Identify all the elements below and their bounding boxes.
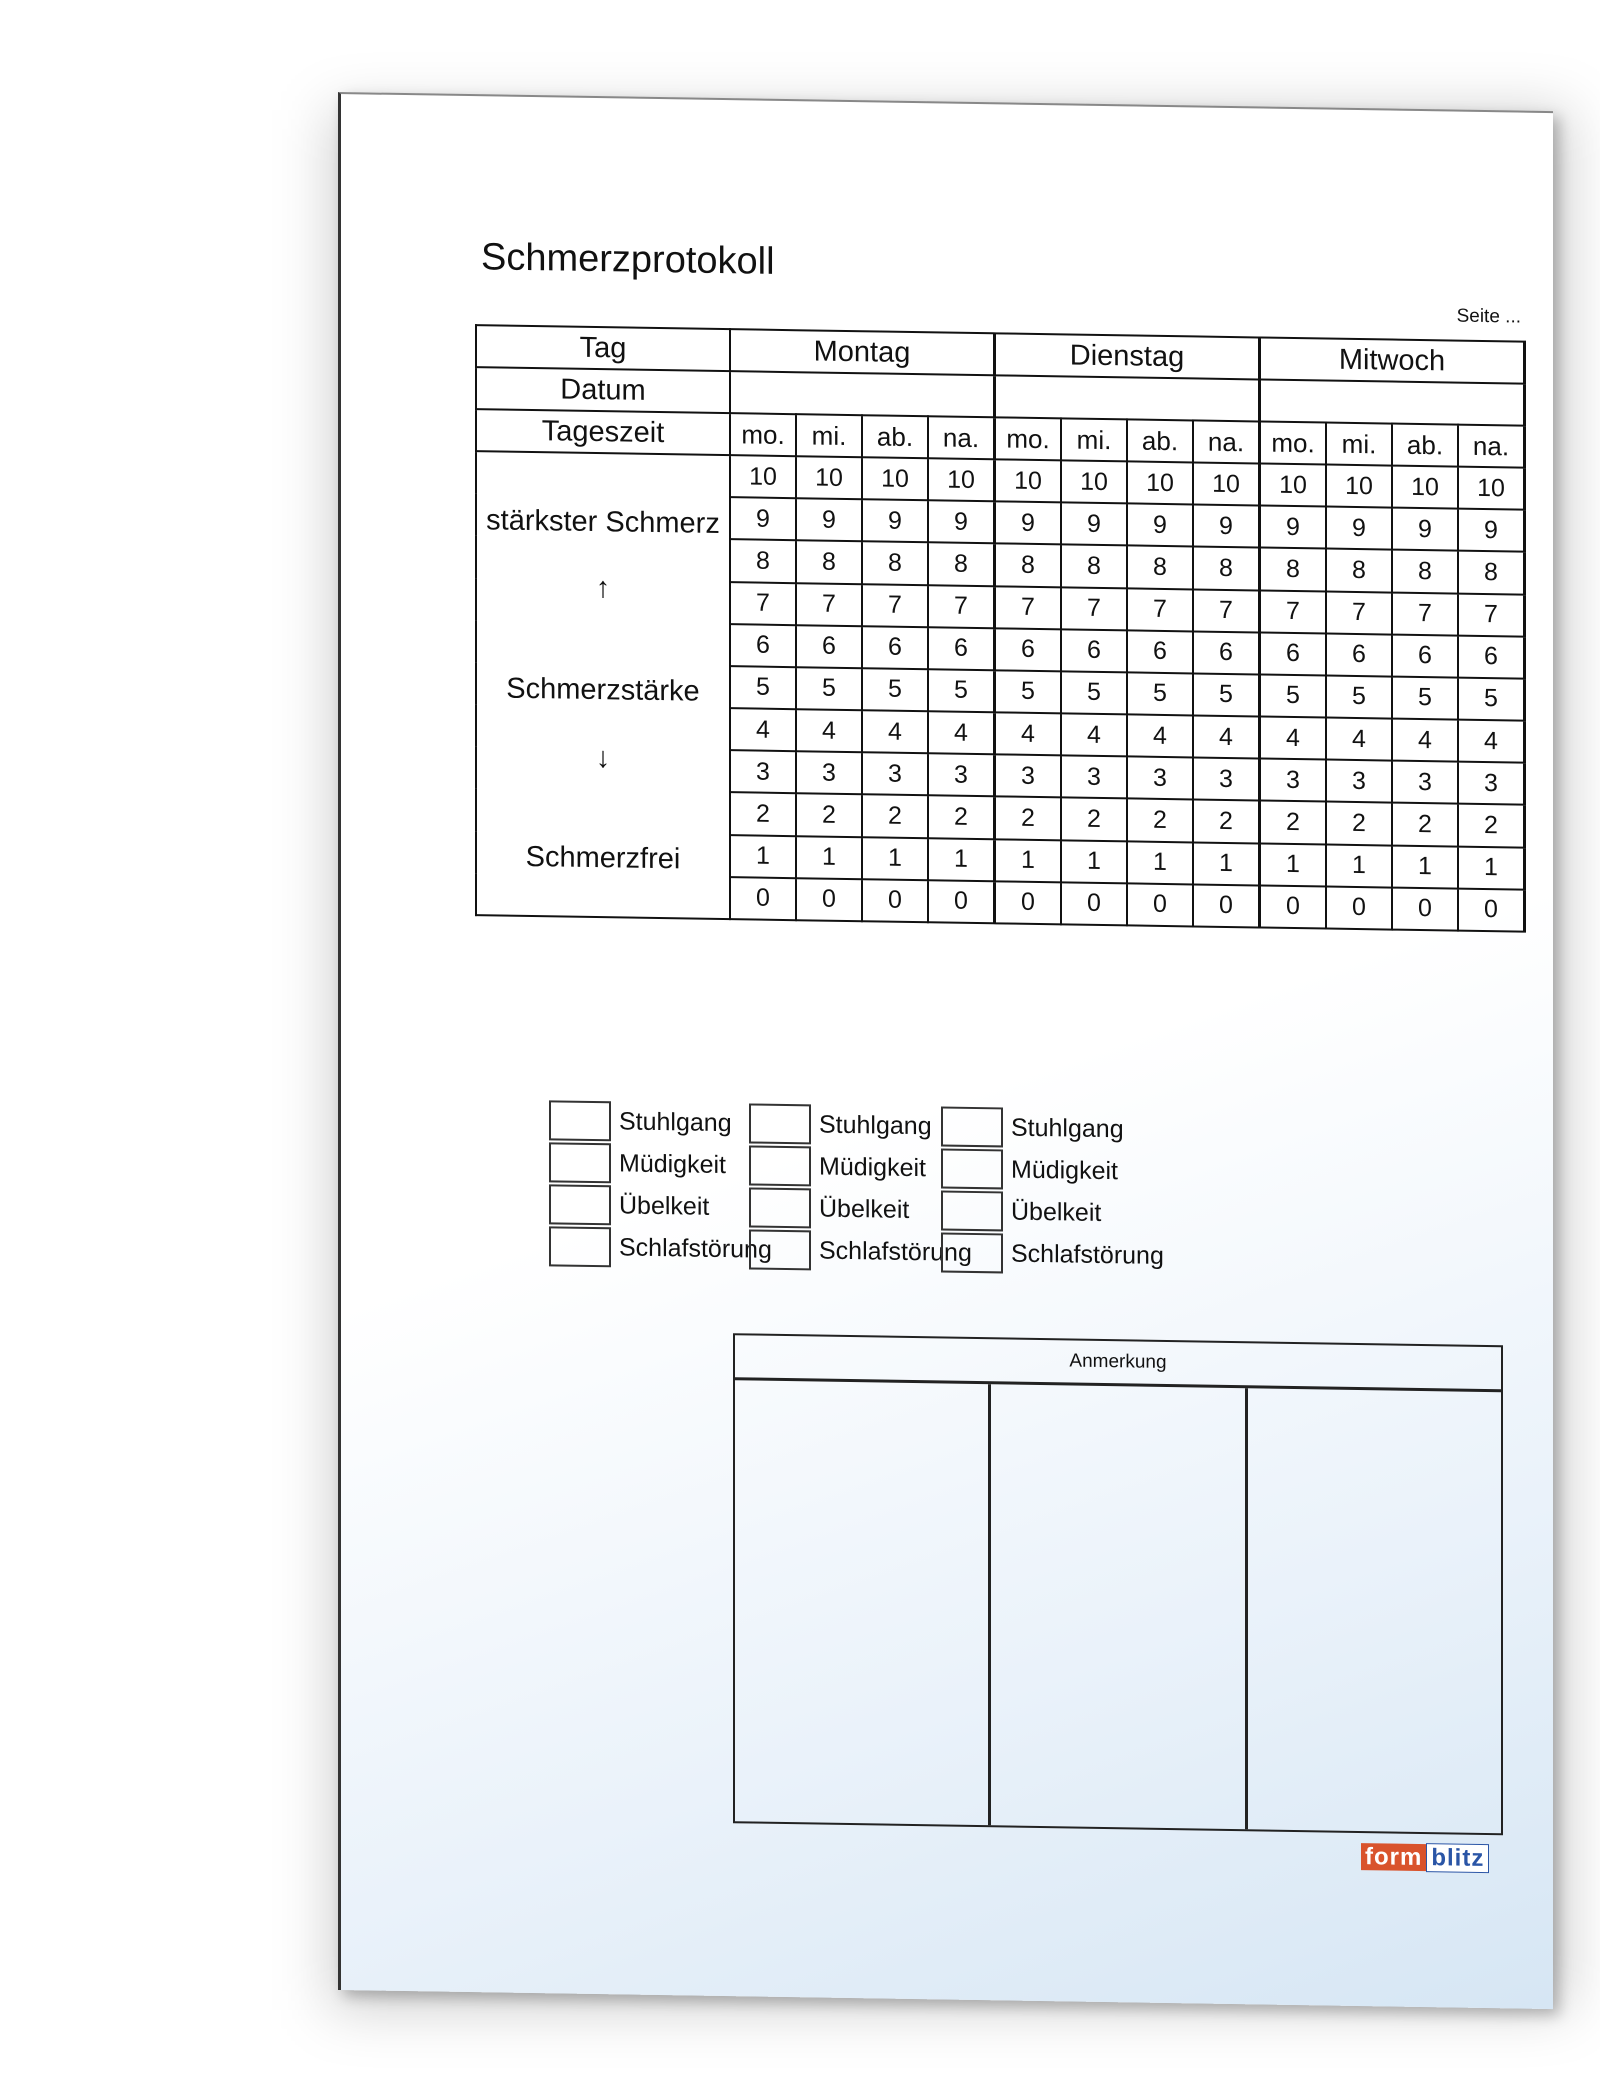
pain-level-cell[interactable]: 10 (1326, 465, 1392, 508)
pain-level-cell[interactable]: 0 (796, 878, 862, 921)
symptom-row (749, 1144, 972, 1190)
pain-level-cell[interactable]: 4 (1458, 720, 1525, 763)
scale-bottom-label: Schmerzfrei (525, 840, 681, 876)
symptom-checkbox[interactable] (549, 1100, 611, 1141)
page-number-label: Seite ... (1456, 305, 1521, 328)
symptom-checkbox[interactable] (749, 1187, 811, 1228)
symptom-label: Schlafstörung (1011, 1239, 1164, 1270)
pain-scale-legend (476, 451, 730, 919)
pain-level-cell[interactable]: 8 (1127, 546, 1193, 589)
pain-level-cell[interactable]: 5 (1260, 674, 1327, 717)
symptom-row (549, 1099, 772, 1145)
pain-level-cell[interactable]: 10 (1392, 466, 1458, 509)
pain-level-cell[interactable]: 0 (1260, 885, 1327, 928)
pain-level-cell[interactable]: 2 (995, 797, 1062, 840)
pain-level-cell[interactable]: 5 (928, 669, 995, 712)
pain-level-cell[interactable]: 6 (862, 626, 928, 669)
pain-level-cell[interactable]: 3 (796, 751, 862, 794)
pain-level-cell[interactable]: 9 (1392, 508, 1458, 551)
symptom-checkbox[interactable] (549, 1142, 611, 1183)
pain-level-cell[interactable]: 2 (1326, 802, 1392, 845)
time-slot-header: ab. (1127, 419, 1193, 462)
pain-level-cell[interactable]: 4 (1193, 715, 1260, 758)
pain-level-cell[interactable]: 6 (1458, 635, 1525, 678)
pain-level-cell[interactable]: 7 (928, 585, 995, 628)
pain-level-cell[interactable]: 1 (730, 835, 796, 878)
pain-level-cell[interactable]: 8 (928, 543, 995, 586)
pain-level-cell[interactable]: 0 (995, 881, 1062, 924)
pain-level-cell[interactable]: 4 (1260, 717, 1327, 760)
pain-level-cell[interactable]: 5 (796, 667, 862, 710)
pain-level-cell[interactable]: 0 (1127, 883, 1193, 926)
symptom-checklist-day-2 (749, 1102, 972, 1274)
pain-level-cell[interactable]: 2 (928, 796, 995, 839)
pain-level-cell[interactable]: 4 (862, 710, 928, 753)
pain-level-cell[interactable]: 5 (862, 668, 928, 711)
pain-level-cell[interactable]: 7 (1326, 591, 1392, 634)
pain-level-cell[interactable]: 7 (1127, 588, 1193, 631)
notes-section (733, 1333, 1503, 1835)
pain-level-cell[interactable]: 9 (730, 497, 796, 540)
pain-level-cell[interactable]: 2 (1127, 799, 1193, 842)
pain-level-cell[interactable]: 4 (1326, 718, 1392, 761)
time-slot-header: mi. (1326, 423, 1392, 466)
symptom-label: Übelkeit (1011, 1197, 1102, 1227)
pain-level-cell[interactable]: 1 (796, 836, 862, 879)
symptom-row (941, 1147, 1164, 1193)
time-slot-header: ab. (862, 415, 928, 458)
scale-middle-label: Schmerzstärke (506, 672, 700, 708)
pain-level-cell[interactable]: 4 (796, 709, 862, 752)
pain-level-cell[interactable]: 9 (1061, 503, 1127, 546)
pain-level-cell[interactable]: 1 (1127, 841, 1193, 884)
pain-level-cell[interactable]: 3 (1193, 758, 1260, 801)
notes-field-day-3[interactable] (1248, 1388, 1501, 1833)
time-slot-header: na. (1193, 420, 1260, 463)
date-input-cell[interactable] (730, 371, 995, 417)
day-header: Montag (730, 329, 995, 375)
pain-level-cell[interactable]: 9 (1260, 506, 1327, 549)
symptom-label: Schlafstörung (819, 1236, 972, 1267)
pain-level-cell[interactable]: 7 (1392, 592, 1458, 635)
pain-level-cell[interactable]: 0 (1326, 886, 1392, 929)
time-slot-header: mi. (796, 414, 862, 457)
pain-level-cell[interactable]: 4 (730, 708, 796, 751)
symptom-checkbox[interactable] (941, 1232, 1003, 1273)
symptom-label: Übelkeit (619, 1190, 710, 1221)
pain-level-cell[interactable]: 3 (730, 750, 796, 793)
pain-level-cell[interactable]: 9 (862, 499, 928, 542)
pain-level-cell[interactable]: 1 (1061, 840, 1127, 883)
pain-level-cell[interactable]: 3 (862, 752, 928, 795)
time-slot-header: mi. (1061, 418, 1127, 461)
pain-level-cell[interactable]: 6 (1326, 633, 1392, 676)
pain-level-cell[interactable]: 6 (1061, 629, 1127, 672)
pain-level-cell[interactable]: 4 (1127, 714, 1193, 757)
pain-level-cell[interactable]: 5 (1061, 671, 1127, 714)
symptom-label: Müdigkeit (1011, 1155, 1118, 1185)
pain-level-cell[interactable]: 7 (1061, 587, 1127, 630)
symptom-label: Schlafstörung (619, 1232, 772, 1264)
symptom-label: Müdigkeit (619, 1148, 726, 1179)
symptom-checklist-day-1 (549, 1099, 772, 1271)
symptom-label: Stuhlgang (619, 1106, 732, 1137)
pain-level-cell[interactable]: 5 (1458, 677, 1525, 720)
row-label-tageszeit: Tageszeit (476, 409, 730, 455)
time-slot-header: mo. (995, 417, 1062, 460)
pain-level-cell[interactable]: 0 (1392, 887, 1458, 930)
pain-level-cell[interactable]: 2 (1392, 803, 1458, 846)
pain-level-cell[interactable]: 10 (1193, 462, 1260, 505)
pain-level-cell[interactable]: 10 (862, 457, 928, 500)
symptom-row (749, 1102, 972, 1148)
symptom-row (549, 1141, 772, 1187)
pain-level-cell[interactable]: 4 (1061, 713, 1127, 756)
time-slot-header: na. (928, 416, 995, 459)
pain-level-cell[interactable]: 8 (862, 542, 928, 585)
row-label-datum: Datum (476, 367, 730, 413)
pain-level-cell[interactable]: 0 (1061, 882, 1127, 925)
pain-level-cell[interactable]: 2 (1458, 804, 1525, 847)
notes-field-day-1[interactable] (735, 1380, 991, 1825)
pain-level-cell[interactable]: 10 (1260, 463, 1327, 506)
pain-level-cell[interactable]: 7 (1193, 589, 1260, 632)
symptom-label: Stuhlgang (1011, 1113, 1124, 1143)
symptom-checklist-day-3 (941, 1105, 1164, 1277)
pain-level-cell[interactable]: 9 (1127, 504, 1193, 547)
pain-level-cell[interactable]: 6 (1260, 632, 1327, 675)
pain-level-cell[interactable]: 5 (1326, 675, 1392, 718)
document-page (338, 92, 1553, 2009)
pain-level-cell[interactable]: 2 (730, 793, 796, 836)
symptom-label: Müdigkeit (819, 1152, 926, 1182)
pain-level-cell[interactable]: 6 (1392, 634, 1458, 677)
pain-level-cell[interactable]: 1 (928, 838, 995, 881)
symptom-checkbox[interactable] (749, 1103, 811, 1144)
notes-header: Anmerkung (735, 1335, 1501, 1392)
pain-level-cell[interactable]: 9 (1193, 505, 1260, 548)
pain-level-cell[interactable]: 7 (1458, 593, 1525, 636)
symptom-checkbox[interactable] (549, 1184, 611, 1225)
pain-level-cell[interactable]: 9 (796, 498, 862, 541)
pain-level-cell[interactable]: 0 (1193, 884, 1260, 927)
pain-level-cell[interactable]: 0 (928, 880, 995, 923)
pain-level-cell[interactable]: 7 (796, 583, 862, 626)
pain-level-cell[interactable]: 10 (730, 455, 796, 498)
pain-level-cell[interactable]: 3 (1458, 762, 1525, 805)
symptom-label: Stuhlgang (819, 1110, 932, 1140)
pain-level-cell[interactable]: 10 (995, 459, 1062, 502)
arrow-down-icon: ↓ (595, 742, 611, 775)
pain-level-cell[interactable]: 9 (928, 500, 995, 543)
symptom-checkbox[interactable] (549, 1226, 611, 1267)
symptom-row (749, 1228, 972, 1274)
pain-level-cell[interactable]: 10 (796, 456, 862, 499)
pain-level-cell[interactable]: 0 (730, 877, 796, 920)
pain-level-cell[interactable]: 8 (796, 541, 862, 584)
pain-level-cell[interactable]: 1 (1260, 843, 1327, 886)
pain-level-cell[interactable]: 8 (1260, 548, 1327, 591)
symptom-checkbox[interactable] (941, 1148, 1003, 1189)
pain-level-cell[interactable]: 7 (730, 582, 796, 625)
pain-level-cell[interactable]: 5 (1392, 676, 1458, 719)
pain-level-cell[interactable]: 3 (1260, 759, 1327, 802)
pain-level-cell[interactable]: 9 (1326, 507, 1392, 550)
time-slot-header: mo. (1260, 421, 1327, 464)
pain-level-cell[interactable]: 2 (1061, 798, 1127, 841)
pain-level-cell[interactable]: 3 (1061, 756, 1127, 799)
pain-level-cell[interactable]: 10 (928, 458, 995, 501)
pain-level-cell[interactable]: 10 (1061, 460, 1127, 503)
pain-level-cell[interactable]: 1 (1458, 846, 1525, 889)
pain-level-cell[interactable]: 4 (995, 712, 1062, 755)
date-input-cell[interactable] (995, 375, 1260, 421)
pain-level-cell[interactable]: 5 (1127, 672, 1193, 715)
pain-level-cell[interactable]: 10 (1127, 461, 1193, 504)
day-header: Mitwoch (1260, 337, 1525, 383)
pain-level-cell[interactable]: 1 (1193, 842, 1260, 885)
pain-level-cell[interactable]: 7 (995, 586, 1062, 629)
pain-level-cell[interactable]: 8 (995, 544, 1062, 587)
symptom-checkbox[interactable] (749, 1229, 811, 1270)
symptom-row (549, 1225, 772, 1271)
pain-level-cell[interactable]: 8 (1193, 547, 1260, 590)
pain-level-cell[interactable]: 6 (1193, 631, 1260, 674)
symptom-row (941, 1105, 1164, 1151)
pain-level-cell[interactable]: 8 (1061, 545, 1127, 588)
pain-level-cell[interactable]: 6 (1127, 630, 1193, 673)
pain-level-cell[interactable]: 0 (862, 879, 928, 922)
time-slot-header: na. (1458, 425, 1525, 468)
pain-level-cell[interactable]: 0 (1458, 888, 1525, 931)
symptom-checkbox[interactable] (941, 1106, 1003, 1147)
pain-level-cell[interactable]: 1 (862, 837, 928, 880)
pain-level-cell[interactable]: 7 (1260, 590, 1327, 633)
pain-level-cell[interactable]: 8 (1392, 550, 1458, 593)
pain-level-cell[interactable]: 4 (1392, 719, 1458, 762)
pain-level-cell[interactable]: 10 (1458, 467, 1525, 510)
pain-level-cell[interactable]: 8 (1458, 551, 1525, 594)
pain-protocol-table (475, 324, 1526, 933)
pain-level-cell[interactable]: 3 (928, 753, 995, 796)
notes-field-day-2[interactable] (991, 1384, 1247, 1829)
pain-level-cell[interactable]: 2 (1193, 800, 1260, 843)
symptom-label: Übelkeit (819, 1194, 910, 1224)
symptom-row (549, 1183, 772, 1229)
symptom-row (749, 1186, 972, 1232)
row-label-tag: Tag (476, 325, 730, 371)
pain-level-cell[interactable]: 3 (1127, 757, 1193, 800)
pain-level-cell[interactable]: 1 (995, 839, 1062, 882)
pain-level-cell[interactable]: 4 (928, 711, 995, 754)
time-slot-header: ab. (1392, 424, 1458, 467)
pain-level-cell[interactable]: 6 (730, 624, 796, 667)
pain-level-cell[interactable]: 9 (995, 501, 1062, 544)
pain-level-cell[interactable]: 2 (862, 795, 928, 838)
pain-level-cell[interactable]: 6 (995, 628, 1062, 671)
arrow-up-icon: ↑ (595, 572, 611, 605)
symptom-checkbox[interactable] (749, 1145, 811, 1186)
symptom-row (941, 1189, 1164, 1235)
pain-level-cell[interactable]: 1 (1392, 845, 1458, 888)
document-title: Schmerzprotokoll (481, 236, 775, 283)
pain-level-cell[interactable]: 5 (730, 666, 796, 709)
symptom-checkbox[interactable] (941, 1190, 1003, 1231)
pain-level-cell[interactable]: 3 (1326, 760, 1392, 803)
pain-level-cell[interactable]: 6 (796, 625, 862, 668)
pain-level-cell[interactable]: 2 (796, 794, 862, 837)
day-header: Dienstag (995, 333, 1260, 379)
pain-level-cell[interactable]: 8 (1326, 549, 1392, 592)
date-input-cell[interactable] (1260, 379, 1525, 425)
symptom-row (941, 1231, 1164, 1277)
pain-level-cell[interactable]: 6 (928, 627, 995, 670)
pain-level-cell[interactable]: 3 (1392, 761, 1458, 804)
formblitz-logo: form blitz (1361, 1843, 1489, 1873)
time-slot-header: mo. (730, 413, 796, 456)
pain-level-cell[interactable]: 2 (1260, 801, 1327, 844)
pain-level-cell[interactable]: 5 (995, 670, 1062, 713)
pain-level-cell[interactable]: 7 (862, 584, 928, 627)
scale-top-label: stärkster Schmerz (486, 504, 720, 540)
pain-level-cell[interactable]: 1 (1326, 844, 1392, 887)
pain-level-cell[interactable]: 8 (730, 540, 796, 583)
pain-level-cell[interactable]: 3 (995, 755, 1062, 798)
pain-level-cell[interactable]: 9 (1458, 509, 1525, 552)
pain-level-cell[interactable]: 5 (1193, 673, 1260, 716)
